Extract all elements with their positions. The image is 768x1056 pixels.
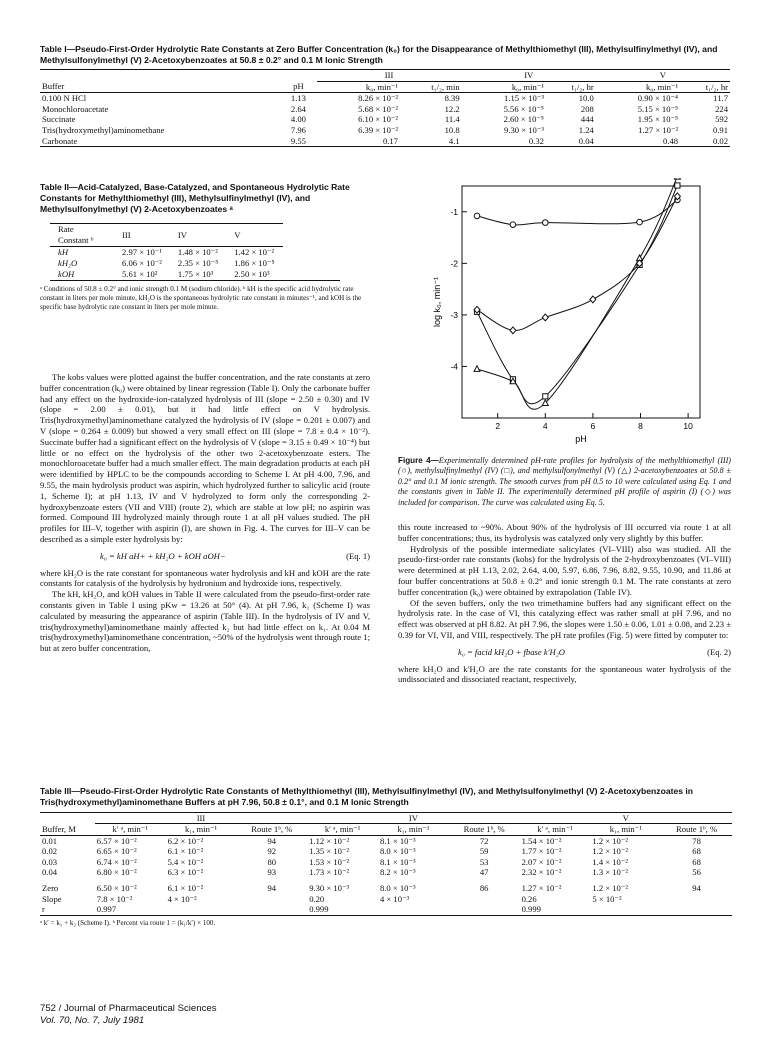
equation-2-body: k₀ = facid kH₂O + fbase k′H₂O xyxy=(458,646,565,657)
paragraph: Hydrolysis of the possible intermediate salicylates (VI–VIII) also was studied. All the pseudo-first-order rate constants (kobs) for the hydrolysis of the 2-hydroxybenzoates (VI–VIII) were determined at pH 1.13, 2.02, 2.64, 4.00, 5.97, 6.86, 7.96, 8.82, 9.55, 10.90, and 11.86 at four buffer concentrations at 50.8 ± 0.2° and ionic strength 0.1 M. The rate constants at zero buffer concentration (k₀) were obtained by extrapolation (Table IV). xyxy=(398,543,731,597)
table-1-grid xyxy=(40,69,730,146)
table-cell: 1.42 × 10⁻² xyxy=(234,247,275,257)
table-3 xyxy=(40,786,732,927)
table-cell: 1.35 × 10⁻² xyxy=(309,846,350,857)
table-3-grid xyxy=(40,812,732,915)
paragraph: where kH₂O and k′H₂O are the rate constants for the spontaneous water hydrolysis of the undissociated and dissociated reactant, respectively, xyxy=(398,663,731,685)
table-1-header: k₀, min⁻¹ xyxy=(645,81,679,92)
table-cell: 1.73 × 10⁻² xyxy=(309,867,350,878)
table-cell: 0.90 × 10⁻⁴ xyxy=(637,93,679,104)
table-cell: 0.01 xyxy=(42,835,58,846)
table-1-group: V xyxy=(596,70,730,82)
table-cell: 0.04 xyxy=(578,135,594,146)
table-cell: 0.999 xyxy=(309,904,329,915)
table-cell: 0.48 xyxy=(663,135,679,146)
paragraph: this route increased to ~90%. About 90% of the hydrolysis of III occurred via route 1 at all buffer concentrations; thus, its hydrolysis was catalyzed only very slightly by this buffer. xyxy=(398,522,731,543)
table-cell: 1.54 × 10⁻² xyxy=(521,835,562,846)
table-cell: 5.15 × 10⁻⁵ xyxy=(637,103,679,114)
table-1-header: pH xyxy=(293,81,304,92)
table-row xyxy=(50,269,283,280)
y-axis-label: log k₀, min⁻¹ xyxy=(432,277,442,327)
table-row xyxy=(40,125,730,136)
table-3-header: Route 1ᵇ, % xyxy=(463,824,505,835)
table-cell: Monochloroacetate xyxy=(42,103,109,114)
table-3-group: V xyxy=(520,813,732,824)
y-tick-label: -3 xyxy=(450,309,458,320)
table-cell xyxy=(590,904,661,914)
table-cell: 0.20 xyxy=(309,893,325,904)
table-cell: Carbonate xyxy=(42,135,78,146)
table-cell: 11.7 xyxy=(713,93,728,104)
table-3-header: k₁, min⁻¹ xyxy=(184,824,218,835)
table-cell: 2.97 × 10⁻¹ xyxy=(122,247,162,257)
data-point-circle xyxy=(474,213,480,219)
table-cell: 2.64 xyxy=(290,103,306,114)
x-tick-label: 6 xyxy=(590,421,596,431)
table-cell: 10.8 xyxy=(444,124,460,135)
data-point-square xyxy=(543,394,548,399)
table-cell: 9.55 xyxy=(290,135,306,146)
table-cell: 59 xyxy=(479,846,489,857)
table-cell: 8.26 × 10⁻² xyxy=(358,93,398,104)
table-cell: Tris(hydroxymethyl)aminomethane xyxy=(42,124,165,135)
table-cell: 68 xyxy=(692,856,701,867)
figure-4-caption xyxy=(398,456,731,508)
table-3-caption: Table III—Pseudo-First-Order Hydrolytic Rate Constants of Methylthiomethyl (III), Methylsulfinylmethyl (IV), and Methylsulfonylmethyl (V) 2-Acetoxybenzoates in Tris(hydroxymethyl)aminomethane Buffers at pH 7.96, 50.8 ± 0.1°, and 0.1 M Ionic Strength xyxy=(40,786,694,807)
table-cell: 6.57 × 10⁻² xyxy=(96,835,137,846)
table-row xyxy=(40,857,732,867)
figure-4-caption-text: Experimentally determined pH-rate profiles for hydrolysis of the methylthiomethyl (III) (○), methylsulfinylmethyl (IV) (□), and methylsulfonylmethyl (V) (△) 2-acetoxybenzoates at 50.8 ± 0.2° and 0.1 M ionic strength. The smooth curves from pH 0.5 to 10 were calculated using Eq. 1 and the constants given in Table II. The experimentally determined pH profile of aspirin (I) (◇) was included for comparison. The curve was calculated using Eq. 5. xyxy=(398,456,732,507)
data-point-diamond xyxy=(542,314,548,321)
y-tick-label: -1 xyxy=(450,206,458,217)
table-cell xyxy=(236,894,307,904)
paragraph: The kobs values were plotted against the buffer concentration, and the rate constants at zero buffer concentration (k₀) were obtained by linear regression (Table I). Only the carbonate buffer had any effect on the hydroxide-ion-catalyzed hydrolysis of III (slope = 2.50 ± 0.30) and IV (slope = 2.00 ± 0.01), but it had little effect on V hydrolysis. Tris(hydroxymethyl)aminomethane catalyzed the hydrolysis of IV (slope = 0.201 ± 0.007) and V (slope = 0.264 ± 0.009) but showed a very small effect on III (slope = 7.8 ± 0.4 × 10⁻²). Succinate buffer had a significant effect on the hydrolysis of V (slope = 3.15 ± 0.49 × 10⁻⁴) but little or no effect on the hydrolysis of the other two 2-acetoxybenzoate esters. The monochloroacetate buffer had a much smaller effect. The main degradation products at each pH were identified by HPLC to be the compounds according to Scheme I. At pH 4.00, 7.96, and 9.55, the main hydrolysis product was aspirin, which hydrolyzed further to salicylic acid (route 1, Scheme I); at pH 1.13, IV and V hydrolyzed to form only the corresponding 2-hydroxybenzoate esters (VII and VIII) (route 2), which are stable at low pH; no aspirin was formed. Compound III hydrolyzed mainly through route 1 at all pH values studied. The pH profiles for III–V, together with aspirin (I), are shown in Fig. 4. The curves for III–V can be described as a simple ester hydrolysis by: xyxy=(40,372,370,544)
table-row xyxy=(40,846,732,856)
table-cell xyxy=(449,894,520,904)
table-cell: 1.3 × 10⁻² xyxy=(592,867,628,878)
data-point-diamond xyxy=(590,296,596,303)
data-point-triangle xyxy=(674,178,680,179)
equation-1-label: (Eq. 1) xyxy=(346,550,370,561)
table-cell: 5.68 × 10⁻² xyxy=(358,103,398,114)
table-cell: 8.0 × 10⁻³ xyxy=(379,883,416,894)
table-cell: 4.00 xyxy=(290,114,306,125)
data-point-diamond xyxy=(510,327,516,334)
table-cell: 1.75 × 10³ xyxy=(177,269,214,279)
table-cell: 86 xyxy=(479,883,489,894)
x-tick-label: 8 xyxy=(638,421,643,431)
series-line xyxy=(477,185,677,403)
equation-2 xyxy=(458,647,731,658)
table-3-header: k′ ᵃ, min⁻¹ xyxy=(537,824,573,835)
table-cell: 1.48 × 10⁻² xyxy=(177,247,218,257)
data-point-circle xyxy=(637,219,643,225)
table-row xyxy=(40,904,732,914)
table-3-group: III xyxy=(95,813,307,824)
data-point-triangle xyxy=(474,366,480,372)
table-1-caption: Table I—Pseudo-First-Order Hydrolytic Rate Constants at Zero Buffer Concentration (k₀) for the Disappearance of Methylthiomethyl (III), Methylsulfinylmethyl (IV), and Methylsulfonylmethyl (V) 2-Acetoxybenzoates at 50.8 ± 0.2° and 0.1 M Ionic Strength xyxy=(40,44,718,65)
table-cell: kH₂O xyxy=(58,258,78,268)
table-cell: 94 xyxy=(267,835,277,846)
table-cell: 6.10 × 10⁻² xyxy=(358,114,398,125)
table-row xyxy=(40,104,730,115)
data-point-circle xyxy=(510,222,516,228)
table-cell: 0.04 xyxy=(42,867,58,878)
table-cell xyxy=(378,904,449,914)
table-1 xyxy=(40,44,730,147)
table-3-footnote: ᵃ k′ = k₁ + k₂ (Scheme I). ᵇ Percent via route 1 = (k₁/k′) × 100. xyxy=(40,918,216,927)
table-cell: 208 xyxy=(580,103,594,114)
table-row xyxy=(50,247,283,259)
table-cell: 6.50 × 10⁻² xyxy=(96,883,137,894)
table-cell: 0.997 xyxy=(96,904,117,915)
table-cell: 1.27 × 10⁻² xyxy=(638,124,679,135)
table-1-header: t₁/₂, hr xyxy=(571,81,594,92)
table-2-header: V xyxy=(234,229,241,240)
table-1-header: k₀, min⁻¹ xyxy=(511,81,544,92)
table-cell: 1.77 × 10⁻² xyxy=(521,846,562,857)
table-2-footnote: ᵃ Conditions of 50.8 ± 0.2° and ionic strength 0.1 M (sodium chloride). ᵇ kH is the specific acid hydrolytic rate constant in liters per mole minute, kH₂O is the spontaneous hydrolytic rate constant in minutes⁻¹, and kOH is the specific base hydrolytic rate constant in liters per mole minute. xyxy=(40,285,362,311)
table-cell: 1.2 × 10⁻² xyxy=(592,883,628,894)
table-row xyxy=(40,114,730,125)
table-1-header: Buffer xyxy=(42,81,65,92)
figure-4-caption-label: Figure 4— xyxy=(398,456,439,465)
table-2-header: III xyxy=(122,229,131,240)
table-cell: 7.96 xyxy=(290,124,306,135)
figure-4-chart xyxy=(400,178,730,453)
table-cell: 6.65 × 10⁻² xyxy=(96,846,137,857)
table-cell: 0.100 N HCl xyxy=(42,93,87,104)
y-tick-label: -4 xyxy=(450,361,458,372)
y-tick-label: -2 xyxy=(450,258,458,269)
table-cell: 1.95 × 10⁻⁵ xyxy=(637,114,679,125)
table-row xyxy=(40,877,732,893)
table-cell: 80 xyxy=(267,856,277,867)
table-3-header: Route 1ᵇ, % xyxy=(676,824,718,835)
table-cell: 2.07 × 10⁻² xyxy=(521,856,562,867)
table-cell: 0.02 xyxy=(712,135,728,146)
table-cell: 9.30 × 10⁻³ xyxy=(309,883,350,894)
x-axis-label: pH xyxy=(575,434,587,444)
table-cell: 0.999 xyxy=(521,904,541,915)
table-cell: 6.06 × 10⁻² xyxy=(122,258,162,268)
equation-1-body: k₀ = kH aH+ + kH₂O + kOH aOH− xyxy=(100,550,226,561)
table-cell: 56 xyxy=(692,867,701,878)
paragraph: The kH, kH₂O, and kOH values in Table II were calculated from the pseudo-first-order rate constants given in Table I using pKw = 13.26 at 50° (4). At pH 7.96, k₁ (Scheme I) was calculated by measuring the appearance of aspirin (Table III). In the hydrolysis of IV and V, tris(hydroxymethyl)aminomethane mainly affected k₂ but had little effect on k₁. At 0.04 M tris(hydroxymethyl)aminomethane concentration, ~50% of the hydrolysis went through route 1; but at zero buffer concentration, xyxy=(40,589,370,654)
table-cell: 1.4 × 10⁻² xyxy=(592,856,628,867)
table-cell: 1.15 × 10⁻³ xyxy=(504,93,544,104)
table-cell: 6.39 × 10⁻² xyxy=(358,124,398,135)
table-cell xyxy=(661,894,732,904)
table-cell: 72 xyxy=(479,835,489,846)
table-cell: 8.1 × 10⁻³ xyxy=(379,835,416,846)
table-cell: 8.1 × 10⁻³ xyxy=(379,856,416,867)
table-cell xyxy=(449,904,520,914)
table-cell: 0.26 xyxy=(521,893,537,904)
x-tick-label: 4 xyxy=(542,421,548,431)
table-cell: 4 × 10⁻³ xyxy=(379,893,410,904)
table-cell: 8.39 xyxy=(444,93,460,104)
table-1-header: t₁/₂, hr xyxy=(705,81,728,92)
table-cell: 94 xyxy=(692,883,701,894)
table-2-header: IV xyxy=(177,229,187,240)
right-column-text xyxy=(398,522,731,685)
table-cell: 0.91 xyxy=(712,124,728,135)
table-cell: 1.27 × 10⁻² xyxy=(521,883,562,894)
table-cell: 2.50 × 10³ xyxy=(234,269,270,279)
table-cell: 53 xyxy=(479,856,489,867)
table-cell: 5.56 × 10⁻⁵ xyxy=(503,103,544,114)
table-3-header: k₁, min⁻¹ xyxy=(609,824,642,835)
table-cell: 2.60 × 10⁻⁵ xyxy=(503,114,544,125)
table-row xyxy=(40,894,732,904)
series-line xyxy=(477,178,677,409)
journal-footer xyxy=(40,1003,217,1027)
table-cell: 1.2 × 10⁻² xyxy=(592,846,628,857)
table-row xyxy=(40,835,732,846)
table-cell: 12.2 xyxy=(444,103,460,114)
table-cell: 4 × 10⁻² xyxy=(167,893,197,904)
table-cell: 0.02 xyxy=(42,846,58,857)
table-cell: 1.86 × 10⁻⁵ xyxy=(234,258,275,268)
x-tick-label: 2 xyxy=(495,421,501,431)
data-point-circle xyxy=(543,220,549,226)
series-line xyxy=(477,200,677,225)
x-tick-label: 10 xyxy=(683,421,693,431)
table-cell: 9.30 × 10⁻³ xyxy=(504,124,544,135)
table-1-group: IV xyxy=(462,70,596,82)
journal-footer-line: Vol. 70, No. 7, July 1981 xyxy=(40,1015,145,1026)
table-cell: 444 xyxy=(580,114,594,125)
table-cell: 1.13 xyxy=(290,93,306,104)
table-cell: 8.2 × 10⁻³ xyxy=(379,867,416,878)
table-cell: 2.32 × 10⁻² xyxy=(521,867,562,878)
table-row xyxy=(40,93,730,104)
table-1-group: III xyxy=(317,70,462,82)
table-cell: 6.1 × 10⁻² xyxy=(167,883,204,894)
paragraph: where kH₂O is the rate constant for spontaneous water hydrolysis and kH and kOH are the rate constants for catalysis of the hydrolysis by hydronium and hydroxide ions, respectively. xyxy=(40,567,370,589)
table-cell: 0.32 xyxy=(528,135,544,146)
data-point-square xyxy=(675,183,680,188)
table-cell: kOH xyxy=(58,269,75,279)
table-cell: 6.74 × 10⁻² xyxy=(96,856,137,867)
journal-footer-line: 752 / Journal of Pharmaceutical Sciences xyxy=(40,1003,217,1014)
table-cell: 8.0 × 10⁻³ xyxy=(379,846,416,857)
paragraph: Of the seven buffers, only the two trimethamine buffers had any significant effect on the hydrolysis rate. In the case of VI, this catalyzing effect was rather small at pH 7.96, and no effect was observed at pH 8.82. At pH 7.96, the slopes were 1.50 ± 0.06, 1.01 ± 0.08, and 2.23 ± 0.39 for VI, VII, and VIII, respectively. The pH rate profiles (Fig. 5) were fitted by computer to: xyxy=(398,597,731,640)
table-cell: 0.17 xyxy=(382,135,398,146)
table-cell: r xyxy=(42,904,45,915)
table-cell: 92 xyxy=(267,846,277,857)
table-3-header: k′ ᵃ, min⁻¹ xyxy=(112,824,148,835)
table-2-caption: Table II—Acid-Catalyzed, Base-Catalyzed, and Spontaneous Hydrolytic Rate Constants for Methylthiomethyl (III), Methylsulfinylmethyl (IV), and Methylsulfonylmethyl (V) 2-Acetoxybenzoates ᵃ xyxy=(40,182,350,214)
table-cell: 6.2 × 10⁻² xyxy=(167,835,204,846)
table-cell: 5.4 × 10⁻² xyxy=(167,856,204,867)
table-1-header: t₁/₂, min xyxy=(431,81,460,92)
table-row xyxy=(50,258,283,269)
table-cell xyxy=(166,904,237,914)
figure-4 xyxy=(400,178,730,453)
table-3-header: Buffer, M xyxy=(42,823,76,834)
table-2 xyxy=(40,182,370,311)
table-cell: 47 xyxy=(479,867,489,878)
table-cell: 11.4 xyxy=(444,114,460,125)
table-cell: 6.3 × 10⁻² xyxy=(167,867,204,878)
table-cell: 5.61 × 10² xyxy=(122,269,158,279)
table-cell: 224 xyxy=(715,103,728,114)
table-cell: kH xyxy=(58,247,69,257)
table-cell: 94 xyxy=(267,883,277,894)
table-cell: 1.2 × 10⁻² xyxy=(592,835,628,846)
table-cell: 6.80 × 10⁻² xyxy=(96,867,137,878)
table-cell: 4.1 xyxy=(448,135,460,146)
series-line xyxy=(477,196,677,330)
table-cell: 93 xyxy=(267,867,277,878)
table-1-header: k₀, min⁻¹ xyxy=(365,81,398,92)
table-3-group: IV xyxy=(307,813,519,824)
table-cell: 78 xyxy=(692,835,701,846)
table-cell: 6.1 × 10⁻² xyxy=(167,846,204,857)
left-column-text xyxy=(40,372,370,654)
table-cell: 1.24 xyxy=(578,124,594,135)
table-2-header: Rate Constant ᵇ xyxy=(58,224,94,245)
table-cell: Succinate xyxy=(42,114,76,125)
table-3-header: k₁, min⁻¹ xyxy=(397,824,430,835)
table-row xyxy=(40,136,730,147)
table-2-grid xyxy=(50,223,283,280)
table-cell: 7.8 × 10⁻² xyxy=(96,893,133,904)
equation-1 xyxy=(100,551,370,562)
table-cell xyxy=(236,904,307,914)
table-cell: Slope xyxy=(42,893,62,904)
table-3-header: k′ ᵃ, min⁻¹ xyxy=(324,824,361,835)
table-cell: 1.53 × 10⁻² xyxy=(309,856,350,867)
equation-2-label: (Eq. 2) xyxy=(707,646,731,657)
table-row xyxy=(40,867,732,877)
table-cell: 10.0 xyxy=(578,93,594,104)
table-cell: Zero xyxy=(42,883,59,894)
table-cell: 0.03 xyxy=(42,856,58,867)
table-cell: 5 × 10⁻² xyxy=(592,893,622,904)
table-cell: 592 xyxy=(715,114,728,125)
table-3-header: Route 1ᵇ, % xyxy=(251,824,293,835)
table-cell xyxy=(661,904,732,914)
table-cell: 68 xyxy=(692,846,701,857)
table-cell: 2.35 × 10⁻⁵ xyxy=(177,258,219,268)
table-cell: 1.12 × 10⁻² xyxy=(309,835,350,846)
